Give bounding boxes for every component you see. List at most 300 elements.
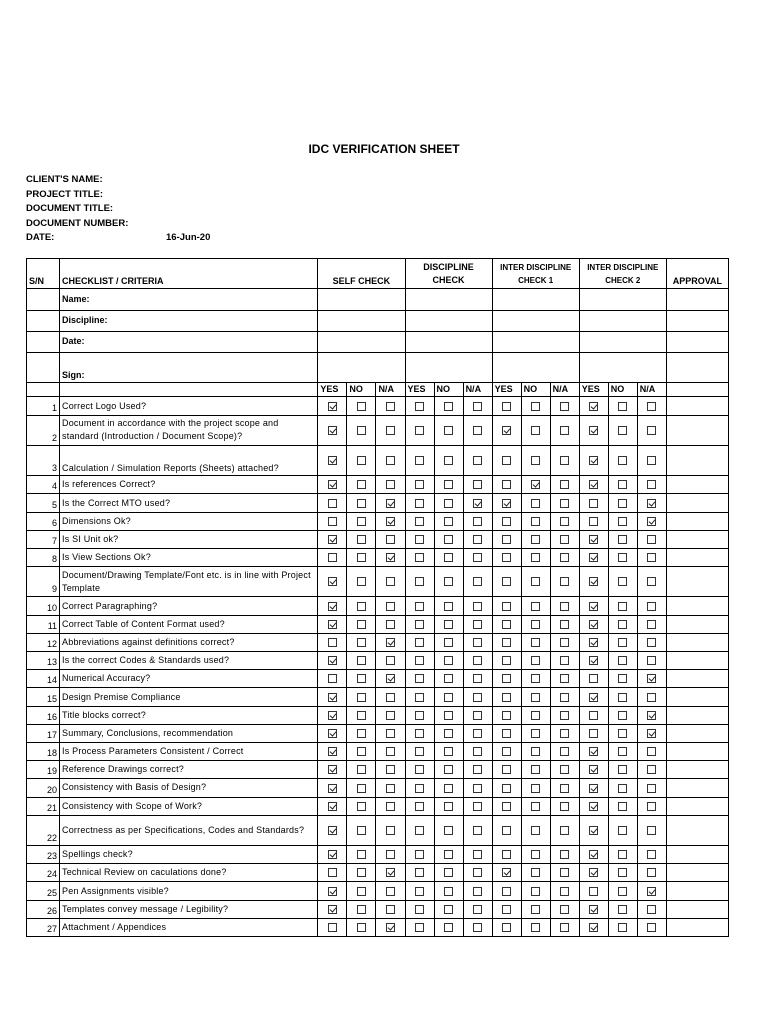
- checkbox-icon[interactable]: [386, 620, 395, 629]
- checkbox-icon[interactable]: [386, 602, 395, 611]
- checked-checkbox-icon[interactable]: [589, 784, 598, 793]
- checkbox-icon[interactable]: [386, 535, 395, 544]
- checkbox-icon[interactable]: [357, 765, 366, 774]
- checked-checkbox-icon[interactable]: [502, 499, 511, 508]
- checked-checkbox-icon[interactable]: [328, 905, 337, 914]
- checkbox-icon[interactable]: [415, 620, 424, 629]
- checkbox-icon[interactable]: [531, 923, 540, 932]
- approval-cell[interactable]: [666, 779, 728, 797]
- checkbox-icon[interactable]: [560, 456, 569, 465]
- checked-checkbox-icon[interactable]: [328, 729, 337, 738]
- checkbox-icon[interactable]: [473, 765, 482, 774]
- checkbox-icon[interactable]: [357, 602, 366, 611]
- checkbox-icon[interactable]: [386, 480, 395, 489]
- approval-cell[interactable]: [666, 900, 728, 918]
- checkbox-icon[interactable]: [618, 802, 627, 811]
- checked-checkbox-icon[interactable]: [647, 674, 656, 683]
- checkbox-icon[interactable]: [415, 553, 424, 562]
- checkbox-icon[interactable]: [560, 656, 569, 665]
- checkbox-icon[interactable]: [531, 674, 540, 683]
- approval-cell[interactable]: [666, 688, 728, 706]
- checkbox-icon[interactable]: [647, 480, 656, 489]
- checkbox-icon[interactable]: [473, 826, 482, 835]
- checked-checkbox-icon[interactable]: [589, 693, 598, 702]
- checkbox-icon[interactable]: [502, 729, 511, 738]
- checkbox-icon[interactable]: [473, 602, 482, 611]
- checkbox-icon[interactable]: [618, 553, 627, 562]
- approval-cell[interactable]: [666, 445, 728, 475]
- checkbox-icon[interactable]: [415, 480, 424, 489]
- checkbox-icon[interactable]: [415, 402, 424, 411]
- checkbox-icon[interactable]: [357, 826, 366, 835]
- self-check-discipline-cell[interactable]: [318, 310, 405, 331]
- checkbox-icon[interactable]: [386, 747, 395, 756]
- checkbox-icon[interactable]: [357, 517, 366, 526]
- inter1-date-cell[interactable]: [492, 331, 579, 352]
- checkbox-icon[interactable]: [415, 784, 424, 793]
- checkbox-icon[interactable]: [502, 784, 511, 793]
- checkbox-icon[interactable]: [357, 656, 366, 665]
- checkbox-icon[interactable]: [357, 456, 366, 465]
- approval-discipline-cell[interactable]: [666, 310, 728, 331]
- checkbox-icon[interactable]: [560, 402, 569, 411]
- checked-checkbox-icon[interactable]: [647, 499, 656, 508]
- checkbox-icon[interactable]: [531, 784, 540, 793]
- checkbox-icon[interactable]: [560, 887, 569, 896]
- checkbox-icon[interactable]: [473, 480, 482, 489]
- checkbox-icon[interactable]: [502, 456, 511, 465]
- checked-checkbox-icon[interactable]: [589, 480, 598, 489]
- checkbox-icon[interactable]: [560, 765, 569, 774]
- checkbox-icon[interactable]: [531, 402, 540, 411]
- checkbox-icon[interactable]: [473, 656, 482, 665]
- checkbox-icon[interactable]: [415, 905, 424, 914]
- approval-cell[interactable]: [666, 670, 728, 688]
- checkbox-icon[interactable]: [618, 456, 627, 465]
- checkbox-icon[interactable]: [444, 850, 453, 859]
- discipline-name-cell[interactable]: [405, 289, 492, 310]
- checkbox-icon[interactable]: [560, 553, 569, 562]
- checkbox-icon[interactable]: [415, 602, 424, 611]
- approval-name-cell[interactable]: [666, 289, 728, 310]
- checkbox-icon[interactable]: [444, 887, 453, 896]
- checkbox-icon[interactable]: [647, 693, 656, 702]
- checkbox-icon[interactable]: [386, 402, 395, 411]
- checkbox-icon[interactable]: [560, 577, 569, 586]
- checked-checkbox-icon[interactable]: [589, 638, 598, 647]
- checkbox-icon[interactable]: [618, 765, 627, 774]
- checkbox-icon[interactable]: [531, 747, 540, 756]
- approval-cell[interactable]: [666, 652, 728, 670]
- self-check-date-cell[interactable]: [318, 331, 405, 352]
- checked-checkbox-icon[interactable]: [328, 602, 337, 611]
- checked-checkbox-icon[interactable]: [328, 620, 337, 629]
- checkbox-icon[interactable]: [444, 456, 453, 465]
- checked-checkbox-icon[interactable]: [531, 480, 540, 489]
- checkbox-icon[interactable]: [357, 620, 366, 629]
- checkbox-icon[interactable]: [415, 426, 424, 435]
- checkbox-icon[interactable]: [328, 923, 337, 932]
- approval-cell[interactable]: [666, 476, 728, 494]
- checkbox-icon[interactable]: [386, 850, 395, 859]
- checkbox-icon[interactable]: [415, 499, 424, 508]
- checked-checkbox-icon[interactable]: [589, 826, 598, 835]
- approval-cell[interactable]: [666, 397, 728, 415]
- checkbox-icon[interactable]: [357, 850, 366, 859]
- checkbox-icon[interactable]: [502, 535, 511, 544]
- approval-cell[interactable]: [666, 815, 728, 845]
- checkbox-icon[interactable]: [357, 868, 366, 877]
- checked-checkbox-icon[interactable]: [589, 456, 598, 465]
- approval-cell[interactable]: [666, 494, 728, 512]
- checkbox-icon[interactable]: [502, 711, 511, 720]
- checked-checkbox-icon[interactable]: [328, 711, 337, 720]
- checkbox-icon[interactable]: [531, 765, 540, 774]
- checked-checkbox-icon[interactable]: [386, 923, 395, 932]
- checkbox-icon[interactable]: [560, 784, 569, 793]
- checkbox-icon[interactable]: [357, 499, 366, 508]
- checkbox-icon[interactable]: [473, 577, 482, 586]
- checkbox-icon[interactable]: [618, 784, 627, 793]
- checkbox-icon[interactable]: [357, 480, 366, 489]
- approval-cell[interactable]: [666, 761, 728, 779]
- checkbox-icon[interactable]: [647, 426, 656, 435]
- checkbox-icon[interactable]: [328, 499, 337, 508]
- checkbox-icon[interactable]: [386, 426, 395, 435]
- checkbox-icon[interactable]: [357, 711, 366, 720]
- approval-cell[interactable]: [666, 706, 728, 724]
- checkbox-icon[interactable]: [618, 638, 627, 647]
- checked-checkbox-icon[interactable]: [502, 868, 511, 877]
- checkbox-icon[interactable]: [560, 693, 569, 702]
- checkbox-icon[interactable]: [618, 499, 627, 508]
- checked-checkbox-icon[interactable]: [328, 802, 337, 811]
- checked-checkbox-icon[interactable]: [589, 602, 598, 611]
- checkbox-icon[interactable]: [386, 802, 395, 811]
- checkbox-icon[interactable]: [444, 868, 453, 877]
- checkbox-icon[interactable]: [502, 602, 511, 611]
- checkbox-icon[interactable]: [444, 747, 453, 756]
- checkbox-icon[interactable]: [531, 802, 540, 811]
- checkbox-icon[interactable]: [357, 674, 366, 683]
- checkbox-icon[interactable]: [647, 868, 656, 877]
- checkbox-icon[interactable]: [473, 535, 482, 544]
- checkbox-icon[interactable]: [473, 784, 482, 793]
- checkbox-icon[interactable]: [444, 535, 453, 544]
- checkbox-icon[interactable]: [531, 729, 540, 738]
- checkbox-icon[interactable]: [415, 638, 424, 647]
- checkbox-icon[interactable]: [473, 426, 482, 435]
- checkbox-icon[interactable]: [560, 602, 569, 611]
- checkbox-icon[interactable]: [560, 826, 569, 835]
- inter1-discipline-cell[interactable]: [492, 310, 579, 331]
- checkbox-icon[interactable]: [647, 923, 656, 932]
- checkbox-icon[interactable]: [502, 887, 511, 896]
- checkbox-icon[interactable]: [328, 868, 337, 877]
- checkbox-icon[interactable]: [502, 517, 511, 526]
- checkbox-icon[interactable]: [473, 402, 482, 411]
- checkbox-icon[interactable]: [386, 456, 395, 465]
- checkbox-icon[interactable]: [589, 729, 598, 738]
- checked-checkbox-icon[interactable]: [589, 553, 598, 562]
- checkbox-icon[interactable]: [560, 747, 569, 756]
- checkbox-icon[interactable]: [357, 638, 366, 647]
- checkbox-icon[interactable]: [618, 887, 627, 896]
- approval-cell[interactable]: [666, 864, 728, 882]
- checked-checkbox-icon[interactable]: [589, 402, 598, 411]
- checkbox-icon[interactable]: [618, 850, 627, 859]
- checkbox-icon[interactable]: [473, 456, 482, 465]
- checked-checkbox-icon[interactable]: [589, 850, 598, 859]
- checkbox-icon[interactable]: [415, 850, 424, 859]
- checked-checkbox-icon[interactable]: [328, 426, 337, 435]
- checkbox-icon[interactable]: [502, 480, 511, 489]
- checkbox-icon[interactable]: [473, 711, 482, 720]
- checked-checkbox-icon[interactable]: [328, 765, 337, 774]
- checked-checkbox-icon[interactable]: [328, 850, 337, 859]
- checked-checkbox-icon[interactable]: [328, 747, 337, 756]
- checkbox-icon[interactable]: [502, 553, 511, 562]
- checkbox-icon[interactable]: [357, 923, 366, 932]
- checkbox-icon[interactable]: [444, 729, 453, 738]
- approval-date-cell[interactable]: [666, 331, 728, 352]
- checkbox-icon[interactable]: [357, 693, 366, 702]
- checkbox-icon[interactable]: [386, 577, 395, 586]
- checkbox-icon[interactable]: [415, 765, 424, 774]
- checked-checkbox-icon[interactable]: [589, 923, 598, 932]
- inter2-name-cell[interactable]: [579, 289, 666, 310]
- checked-checkbox-icon[interactable]: [386, 517, 395, 526]
- checked-checkbox-icon[interactable]: [328, 784, 337, 793]
- checkbox-icon[interactable]: [531, 826, 540, 835]
- checkbox-icon[interactable]: [415, 826, 424, 835]
- approval-cell[interactable]: [666, 512, 728, 530]
- checked-checkbox-icon[interactable]: [328, 456, 337, 465]
- checkbox-icon[interactable]: [444, 577, 453, 586]
- checked-checkbox-icon[interactable]: [589, 765, 598, 774]
- checked-checkbox-icon[interactable]: [589, 535, 598, 544]
- checkbox-icon[interactable]: [444, 620, 453, 629]
- checked-checkbox-icon[interactable]: [647, 517, 656, 526]
- checkbox-icon[interactable]: [618, 517, 627, 526]
- checkbox-icon[interactable]: [502, 620, 511, 629]
- checkbox-icon[interactable]: [444, 826, 453, 835]
- checkbox-icon[interactable]: [531, 711, 540, 720]
- checkbox-icon[interactable]: [502, 826, 511, 835]
- inter2-discipline-cell[interactable]: [579, 310, 666, 331]
- inter1-sign-cell[interactable]: [492, 352, 579, 382]
- checkbox-icon[interactable]: [386, 765, 395, 774]
- discipline-sign-cell[interactable]: [405, 352, 492, 382]
- checkbox-icon[interactable]: [473, 905, 482, 914]
- checkbox-icon[interactable]: [328, 517, 337, 526]
- checkbox-icon[interactable]: [618, 826, 627, 835]
- discipline-discipline-cell[interactable]: [405, 310, 492, 331]
- checkbox-icon[interactable]: [560, 729, 569, 738]
- checked-checkbox-icon[interactable]: [386, 638, 395, 647]
- checkbox-icon[interactable]: [502, 656, 511, 665]
- checkbox-icon[interactable]: [444, 402, 453, 411]
- checkbox-icon[interactable]: [502, 802, 511, 811]
- checkbox-icon[interactable]: [502, 402, 511, 411]
- checkbox-icon[interactable]: [531, 535, 540, 544]
- checked-checkbox-icon[interactable]: [647, 711, 656, 720]
- approval-cell[interactable]: [666, 548, 728, 566]
- checkbox-icon[interactable]: [444, 480, 453, 489]
- checkbox-icon[interactable]: [473, 517, 482, 526]
- checkbox-icon[interactable]: [618, 674, 627, 683]
- checkbox-icon[interactable]: [647, 602, 656, 611]
- approval-cell[interactable]: [666, 742, 728, 760]
- checked-checkbox-icon[interactable]: [502, 426, 511, 435]
- checkbox-icon[interactable]: [531, 905, 540, 914]
- checkbox-icon[interactable]: [560, 711, 569, 720]
- checkbox-icon[interactable]: [502, 693, 511, 702]
- approval-cell[interactable]: [666, 415, 728, 445]
- checkbox-icon[interactable]: [531, 887, 540, 896]
- checkbox-icon[interactable]: [560, 674, 569, 683]
- checkbox-icon[interactable]: [647, 456, 656, 465]
- checkbox-icon[interactable]: [357, 905, 366, 914]
- checkbox-icon[interactable]: [473, 923, 482, 932]
- checkbox-icon[interactable]: [589, 711, 598, 720]
- checkbox-icon[interactable]: [618, 711, 627, 720]
- checkbox-icon[interactable]: [560, 426, 569, 435]
- checked-checkbox-icon[interactable]: [647, 887, 656, 896]
- checkbox-icon[interactable]: [560, 535, 569, 544]
- checkbox-icon[interactable]: [647, 802, 656, 811]
- approval-cell[interactable]: [666, 724, 728, 742]
- checkbox-icon[interactable]: [357, 784, 366, 793]
- checkbox-icon[interactable]: [647, 905, 656, 914]
- checked-checkbox-icon[interactable]: [589, 656, 598, 665]
- checkbox-icon[interactable]: [357, 402, 366, 411]
- checkbox-icon[interactable]: [386, 784, 395, 793]
- checkbox-icon[interactable]: [531, 456, 540, 465]
- checkbox-icon[interactable]: [531, 426, 540, 435]
- checked-checkbox-icon[interactable]: [328, 480, 337, 489]
- checkbox-icon[interactable]: [473, 887, 482, 896]
- checkbox-icon[interactable]: [473, 802, 482, 811]
- checkbox-icon[interactable]: [415, 456, 424, 465]
- checked-checkbox-icon[interactable]: [328, 887, 337, 896]
- checkbox-icon[interactable]: [531, 517, 540, 526]
- checkbox-icon[interactable]: [618, 923, 627, 932]
- checkbox-icon[interactable]: [531, 656, 540, 665]
- checked-checkbox-icon[interactable]: [589, 620, 598, 629]
- checkbox-icon[interactable]: [647, 577, 656, 586]
- checkbox-icon[interactable]: [357, 729, 366, 738]
- checkbox-icon[interactable]: [589, 517, 598, 526]
- approval-cell[interactable]: [666, 846, 728, 864]
- checkbox-icon[interactable]: [647, 620, 656, 629]
- checkbox-icon[interactable]: [444, 602, 453, 611]
- checkbox-icon[interactable]: [502, 638, 511, 647]
- checkbox-icon[interactable]: [328, 553, 337, 562]
- checkbox-icon[interactable]: [560, 499, 569, 508]
- checkbox-icon[interactable]: [444, 784, 453, 793]
- checkbox-icon[interactable]: [560, 850, 569, 859]
- checked-checkbox-icon[interactable]: [473, 499, 482, 508]
- checkbox-icon[interactable]: [502, 923, 511, 932]
- checked-checkbox-icon[interactable]: [647, 729, 656, 738]
- checked-checkbox-icon[interactable]: [328, 535, 337, 544]
- discipline-date-cell[interactable]: [405, 331, 492, 352]
- checkbox-icon[interactable]: [531, 577, 540, 586]
- self-check-name-cell[interactable]: [318, 289, 405, 310]
- checked-checkbox-icon[interactable]: [589, 905, 598, 914]
- inter2-sign-cell[interactable]: [579, 352, 666, 382]
- checked-checkbox-icon[interactable]: [589, 868, 598, 877]
- checkbox-icon[interactable]: [444, 802, 453, 811]
- checkbox-icon[interactable]: [647, 402, 656, 411]
- checked-checkbox-icon[interactable]: [328, 577, 337, 586]
- checkbox-icon[interactable]: [444, 499, 453, 508]
- checkbox-icon[interactable]: [357, 426, 366, 435]
- checked-checkbox-icon[interactable]: [589, 747, 598, 756]
- checkbox-icon[interactable]: [473, 729, 482, 738]
- checkbox-icon[interactable]: [415, 868, 424, 877]
- checked-checkbox-icon[interactable]: [589, 802, 598, 811]
- checked-checkbox-icon[interactable]: [589, 577, 598, 586]
- checkbox-icon[interactable]: [415, 674, 424, 683]
- checkbox-icon[interactable]: [647, 747, 656, 756]
- approval-cell[interactable]: [666, 597, 728, 615]
- checkbox-icon[interactable]: [357, 577, 366, 586]
- checkbox-icon[interactable]: [473, 638, 482, 647]
- inter2-date-cell[interactable]: [579, 331, 666, 352]
- checkbox-icon[interactable]: [618, 693, 627, 702]
- checkbox-icon[interactable]: [531, 553, 540, 562]
- checkbox-icon[interactable]: [618, 905, 627, 914]
- checkbox-icon[interactable]: [589, 887, 598, 896]
- checkbox-icon[interactable]: [618, 729, 627, 738]
- checkbox-icon[interactable]: [531, 602, 540, 611]
- checkbox-icon[interactable]: [618, 868, 627, 877]
- approval-cell[interactable]: [666, 567, 728, 597]
- checkbox-icon[interactable]: [444, 905, 453, 914]
- checkbox-icon[interactable]: [618, 480, 627, 489]
- checked-checkbox-icon[interactable]: [386, 868, 395, 877]
- checkbox-icon[interactable]: [386, 693, 395, 702]
- checkbox-icon[interactable]: [647, 850, 656, 859]
- checkbox-icon[interactable]: [531, 499, 540, 508]
- checkbox-icon[interactable]: [502, 905, 511, 914]
- checkbox-icon[interactable]: [415, 517, 424, 526]
- checkbox-icon[interactable]: [502, 577, 511, 586]
- checked-checkbox-icon[interactable]: [328, 402, 337, 411]
- checked-checkbox-icon[interactable]: [328, 693, 337, 702]
- checkbox-icon[interactable]: [444, 693, 453, 702]
- checkbox-icon[interactable]: [415, 577, 424, 586]
- checkbox-icon[interactable]: [531, 638, 540, 647]
- checkbox-icon[interactable]: [415, 747, 424, 756]
- checkbox-icon[interactable]: [473, 868, 482, 877]
- checkbox-icon[interactable]: [357, 553, 366, 562]
- checkbox-icon[interactable]: [473, 620, 482, 629]
- checkbox-icon[interactable]: [560, 905, 569, 914]
- checkbox-icon[interactable]: [328, 638, 337, 647]
- checkbox-icon[interactable]: [531, 693, 540, 702]
- checkbox-icon[interactable]: [357, 802, 366, 811]
- checkbox-icon[interactable]: [444, 656, 453, 665]
- checkbox-icon[interactable]: [502, 850, 511, 859]
- checkbox-icon[interactable]: [618, 602, 627, 611]
- checkbox-icon[interactable]: [502, 674, 511, 683]
- checkbox-icon[interactable]: [647, 765, 656, 774]
- checkbox-icon[interactable]: [531, 850, 540, 859]
- approval-cell[interactable]: [666, 918, 728, 936]
